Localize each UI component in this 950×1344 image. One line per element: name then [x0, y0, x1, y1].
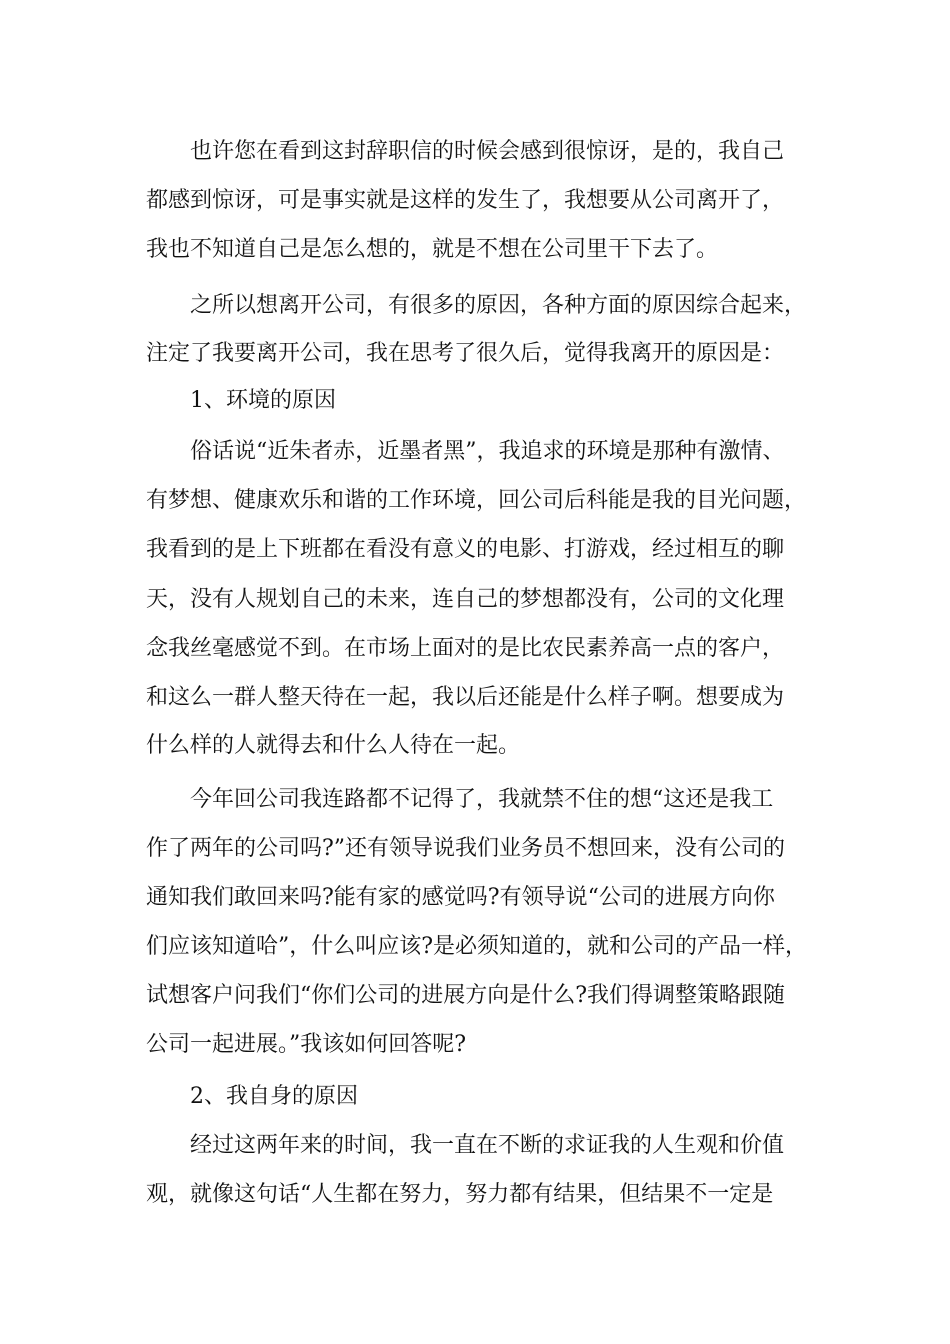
paragraph-2-line-2: 注定了我要离开公司，我在思考了很久后，觉得我离开的原因是：	[146, 341, 785, 366]
paragraph-4-line-4: 们应该知道哈”，什么叫应该?是必须知道的，就和公司的产品一样，	[146, 934, 808, 959]
paragraph-4-line-2: 作了两年的公司吗?”还有领导说我们业务员不想回来，没有公司的	[146, 836, 786, 861]
paragraph-1-line-1: 也许您在看到这封辞职信的时候会感到很惊讶，是的，我自己	[190, 139, 785, 164]
section-heading-environment: 1、环境的原因	[190, 388, 336, 413]
paragraph-4-line-3: 通知我们敢回来吗?能有家的感觉吗?有领导说“公司的进展方向你	[146, 885, 775, 910]
paragraph-3-line-1: 俗话说“近朱者赤，近墨者黑”，我追求的环境是那种有激情、	[190, 439, 785, 464]
paragraph-1-line-3: 我也不知道自己是怎么想的，就是不想在公司里干下去了。	[146, 237, 719, 262]
paragraph-5-line-2: 观，就像这句话“人生都在努力，努力都有结果，但结果不一定是	[146, 1182, 774, 1207]
paragraph-4-line-1: 今年回公司我连路都不记得了，我就禁不住的想“这还是我工	[190, 787, 774, 812]
paragraph-4-line-6: 公司一起进展。”我该如何回答呢?	[146, 1032, 467, 1057]
paragraph-4-line-5: 试想客户问我们“你们公司的进展方向是什么?我们得调整策略跟随	[146, 983, 786, 1008]
paragraph-3-line-4: 天，没有人规划自己的未来，连自己的梦想都没有，公司的文化理	[146, 587, 785, 612]
paragraph-2-line-1: 之所以想离开公司，有很多的原因，各种方面的原因综合起来，	[190, 293, 807, 318]
paragraph-3-line-6: 和这么一群人整天待在一起，我以后还能是什么样子啊。想要成为	[146, 685, 785, 710]
paragraph-1-line-2: 都感到惊讶，可是事实就是这样的发生了，我想要从公司离开了，	[146, 188, 785, 213]
paragraph-3-line-5: 念我丝毫感觉不到。在市场上面对的是比农民素养高一点的客户，	[146, 636, 785, 661]
paragraph-3-line-7: 什么样的人就得去和什么人待在一起。	[146, 733, 521, 758]
section-heading-self: 2、我自身的原因	[190, 1084, 358, 1109]
paragraph-3-line-3: 我看到的是上下班都在看没有意义的电影、打游戏，经过相互的聊	[146, 537, 785, 562]
paragraph-3-line-2: 有梦想、健康欢乐和谐的工作环境，回公司后科能是我的目光问题，	[146, 488, 807, 513]
paragraph-5-line-1: 经过这两年来的时间，我一直在不断的求证我的人生观和价值	[190, 1133, 785, 1158]
